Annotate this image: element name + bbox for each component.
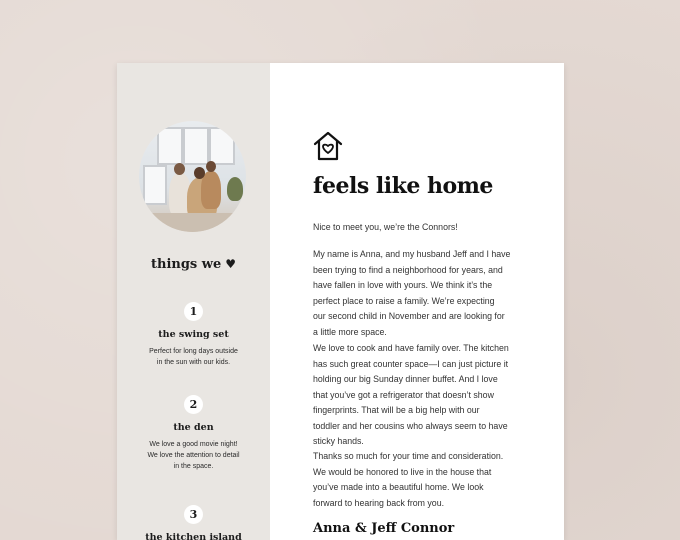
paragraph-line: sticky hands. (313, 436, 364, 446)
paragraph-line: that you’ve got a refrigerator that doesn’t show (313, 389, 494, 400)
paragraph-line: a little more space. (313, 326, 387, 337)
letter-page (117, 63, 564, 540)
item-number-badge: 2 (184, 395, 203, 414)
person-head (174, 163, 185, 175)
item-description-line: in the space. (173, 463, 214, 470)
sidebar (117, 63, 270, 540)
favorite-item (117, 302, 270, 368)
paragraph (313, 341, 528, 450)
person-head (194, 167, 205, 179)
window-pane (157, 127, 183, 165)
person-head (206, 161, 216, 172)
item-description (134, 439, 254, 472)
item-number-badge: 3 (184, 505, 203, 524)
item-title: the kitchen island (145, 532, 242, 540)
window-pane (209, 127, 235, 165)
favorite-item (117, 395, 270, 472)
item-description-line: Perfect for long days outside (149, 348, 238, 355)
item-title: the den (173, 422, 214, 433)
item-title: the swing set (158, 329, 229, 340)
favorite-item (117, 505, 270, 540)
family-photo (139, 121, 246, 232)
item-description-line: We love the attention to detail (147, 452, 240, 459)
window-pane (143, 165, 167, 205)
headline: feels like home (313, 173, 493, 199)
paragraph-line: our second child in November and are looking for (313, 311, 505, 321)
item-description-line: We love a good movie night! (149, 441, 238, 448)
greeting: Nice to meet you, we’re the Connors! (313, 222, 458, 232)
paragraph-line: fingerprints. That will be a big help with our (313, 405, 480, 415)
item-number-badge: 1 (184, 302, 203, 321)
paragraph-line: Thanks so much for your time and consideration. (313, 451, 504, 461)
paragraph-line: My name is Anna, and my husband Jeff and I have (313, 249, 511, 259)
paragraph-line: We would be honored to live in the house that (313, 466, 492, 477)
paragraph (313, 247, 528, 340)
heart-icon: ♥ (225, 257, 236, 271)
paragraph-line: holding our big Sunday dinner buffet. And I love (313, 374, 498, 384)
paragraph-line: forward to hearing back from you. (313, 497, 445, 508)
houseplant (227, 177, 243, 201)
paragraph-line: We love to cook and have family over. The kitchen (313, 343, 509, 353)
paragraph-line: been trying to find a neighborhood for years, and (313, 264, 503, 275)
person-figure (201, 171, 221, 209)
item-description-line: in the sun with our kids. (156, 359, 231, 366)
paragraph-line: perfect place to raise a family. We’re expecting (313, 295, 495, 306)
things-we-love-title (117, 257, 270, 272)
window-pane (183, 127, 209, 165)
signature: Anna & Jeff Connor (313, 521, 455, 536)
item-description (134, 346, 254, 368)
paragraph-line: you’ve made into a beautiful home. We look (313, 482, 484, 492)
things-title-text: things we (150, 257, 222, 272)
paragraph (313, 449, 528, 511)
paragraph-line: have fallen in love with yours. We think it’s the (313, 280, 493, 290)
paragraph-line: toddler and her cousins who always seem to have (313, 420, 508, 431)
home-heart-icon (313, 130, 343, 161)
paragraph-line: has such great counter space—I can just picture it (313, 358, 509, 369)
floor (139, 213, 246, 232)
